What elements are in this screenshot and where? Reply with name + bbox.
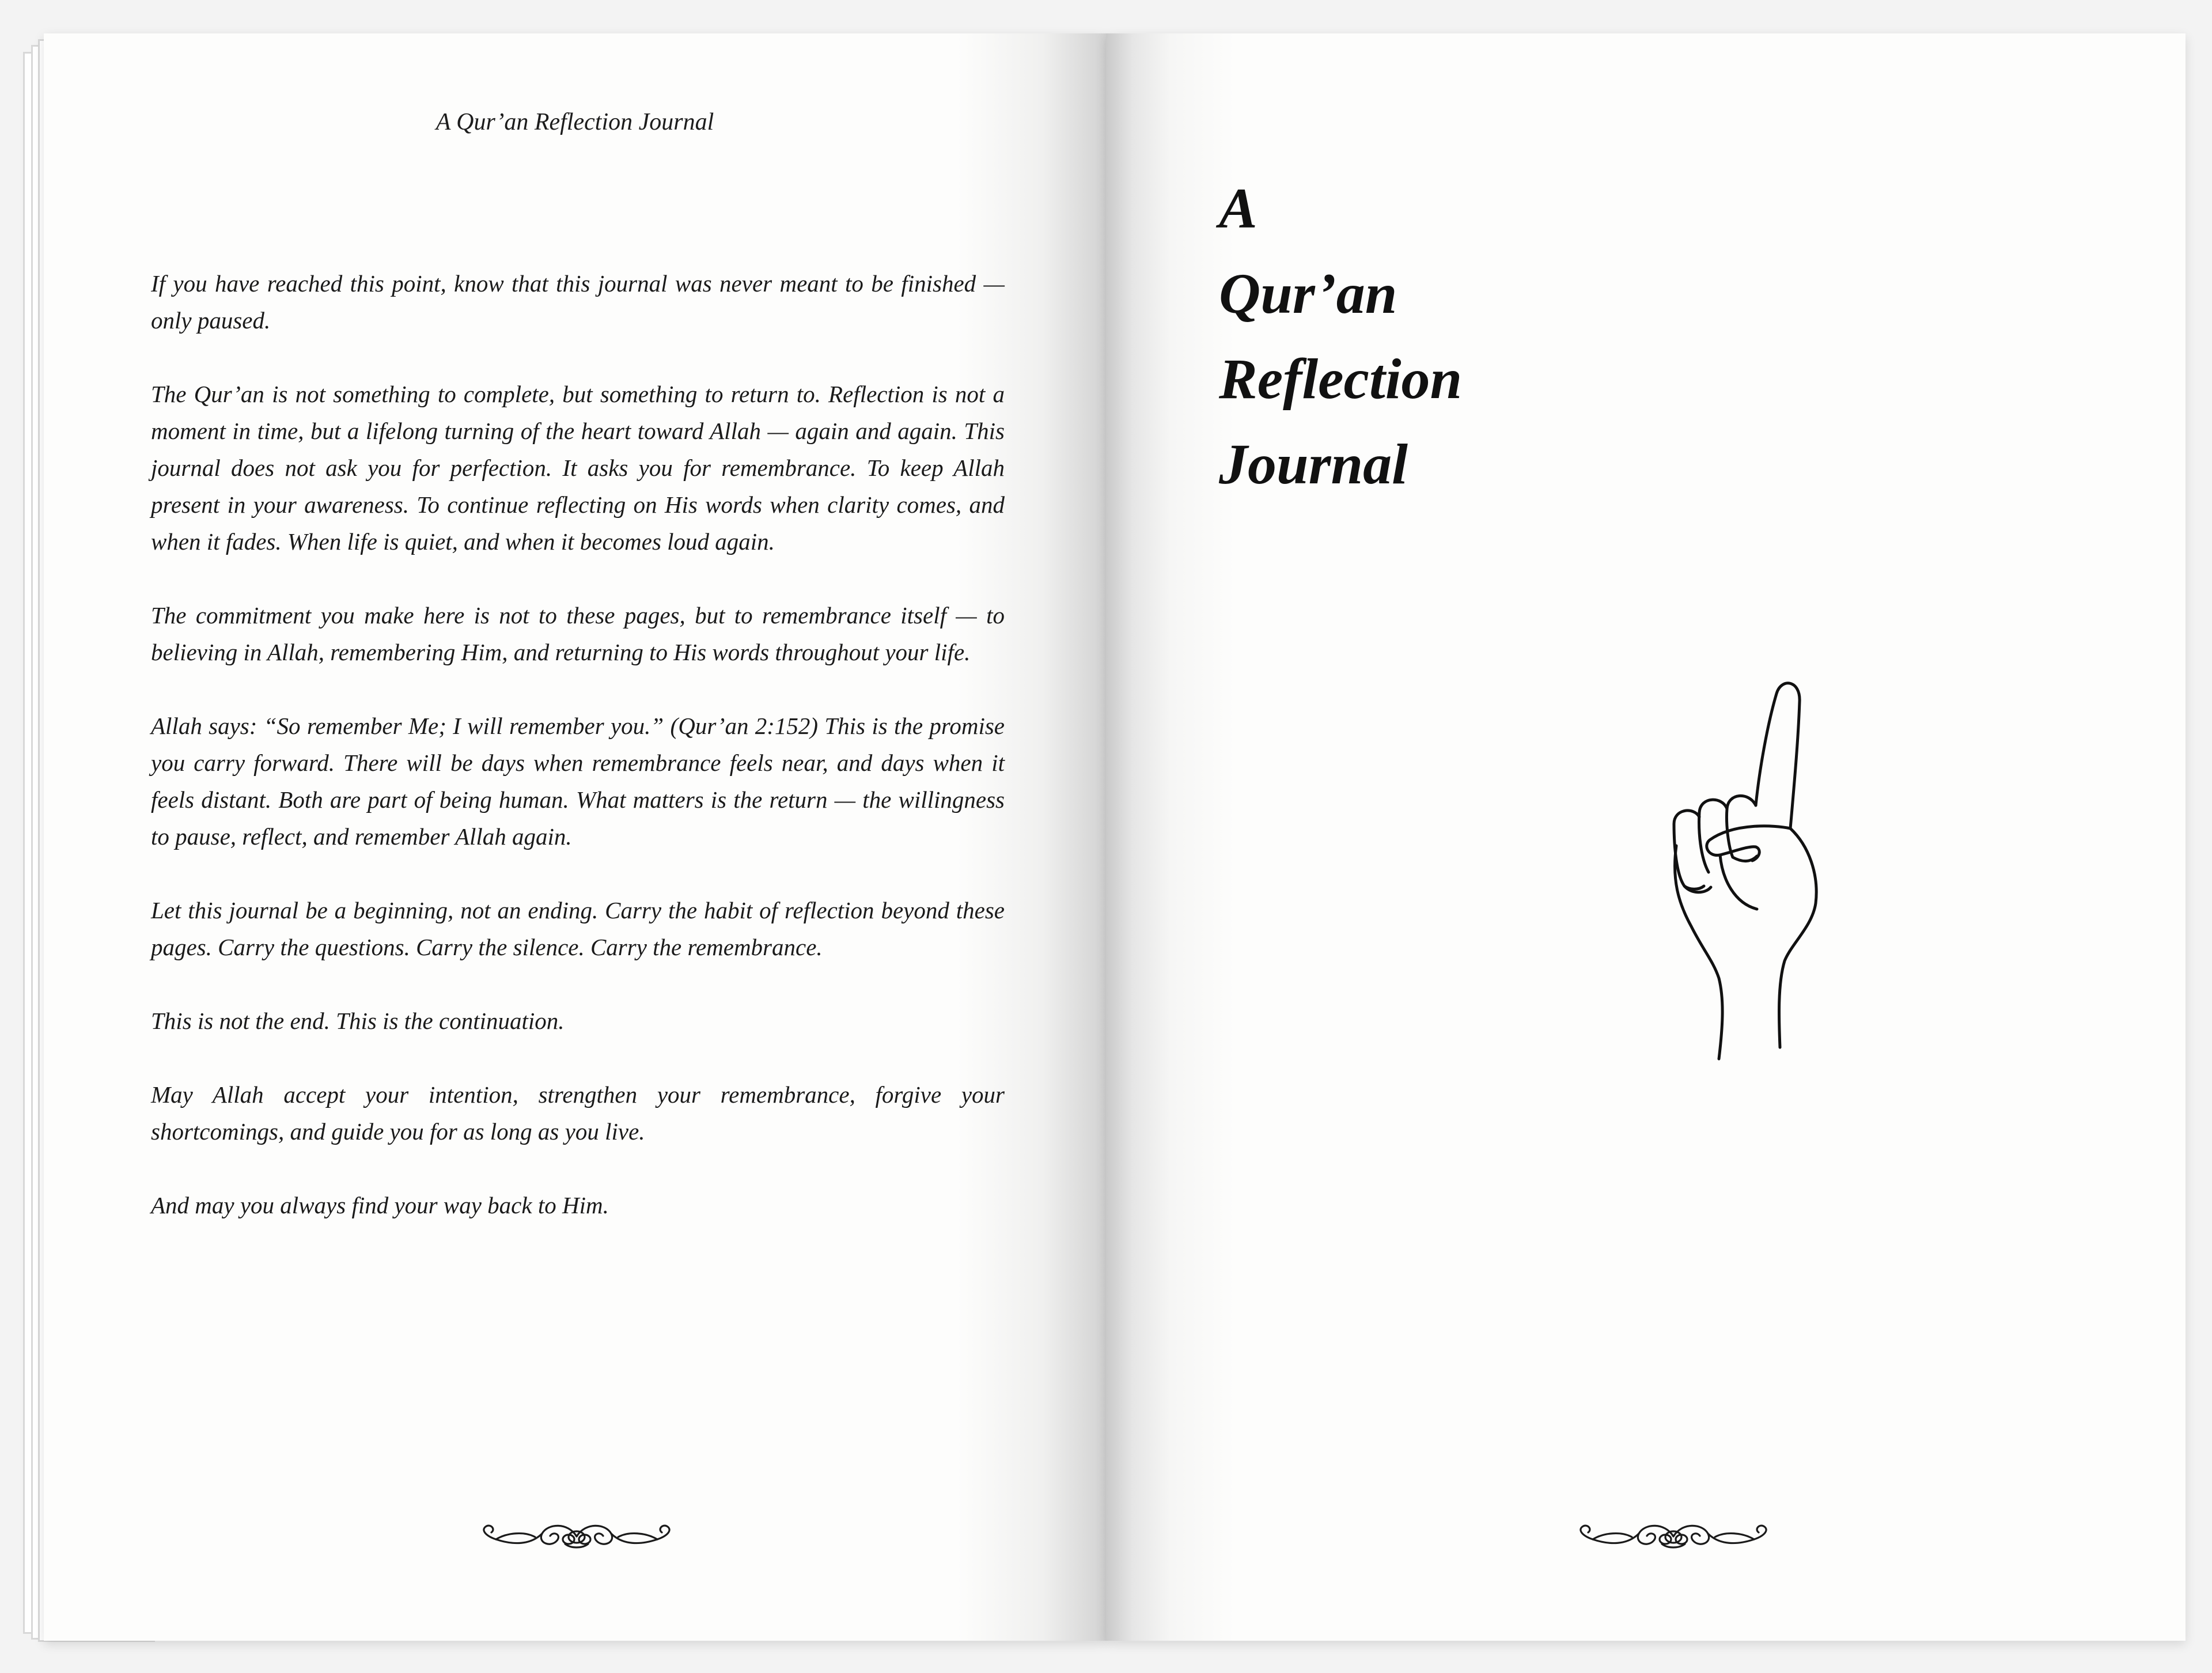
paragraph: May Allah accept your intention, strengthen your remembrance, forgive your shortcomings, and guide you for as long as you live.	[151, 1081, 1005, 1145]
left-page	[44, 33, 1106, 1641]
raised-index-finger-hand-icon	[1636, 673, 1826, 1065]
title-line: A	[1219, 176, 1257, 240]
closing-letter	[151, 265, 1005, 1261]
flourish-ornament-icon	[1570, 1516, 1777, 1557]
title-line: Qur’an	[1219, 262, 1397, 325]
paragraph: If you have reached this point, know that this journal was never meant to be finished — only paused.	[151, 270, 1005, 334]
paragraph: This is not the end. This is the continuation.	[151, 1008, 565, 1034]
paragraph: The Qur’an is not something to complete, but something to return to. Reflection is not a moment in time, but a lifelong turning of the heart toward Allah — again and again. This journal does not ask you for perfection. It asks you for remembrance. To keep Allah present in your awareness. To continue reflecting on His words when clarity comes, and when it fades. When life is quiet, and when it becomes loud again.	[151, 381, 1005, 555]
title-line: Reflection	[1219, 347, 1463, 411]
flourish-ornament-icon	[473, 1516, 680, 1557]
paragraph: Allah says: “So remember Me; I will remember you.” (Qur’an 2:152) This is the promise you carry forward. There will be days when remembrance feels near, and days when it feels distant. Both are part of being human. What matters is the return — the willingness to pause, reflect, and remember Allah again.	[151, 713, 1005, 850]
right-page	[1106, 33, 2186, 1641]
running-head: A Qur’an Reflection Journal	[435, 109, 714, 135]
paragraph: The commitment you make here is not to these pages, but to remembrance itself — to believing in Allah, remembering Him, and returning to His words throughout your life.	[151, 602, 1005, 665]
page-title	[1219, 166, 1462, 507]
title-line: Journal	[1219, 432, 1408, 496]
paragraph: Let this journal be a beginning, not an ending. Carry the habit of reflection beyond these pages. Carry the questions. Carry the silence. Carry the remembrance.	[151, 897, 1005, 960]
paragraph: And may you always find your way back to Him.	[151, 1192, 609, 1218]
